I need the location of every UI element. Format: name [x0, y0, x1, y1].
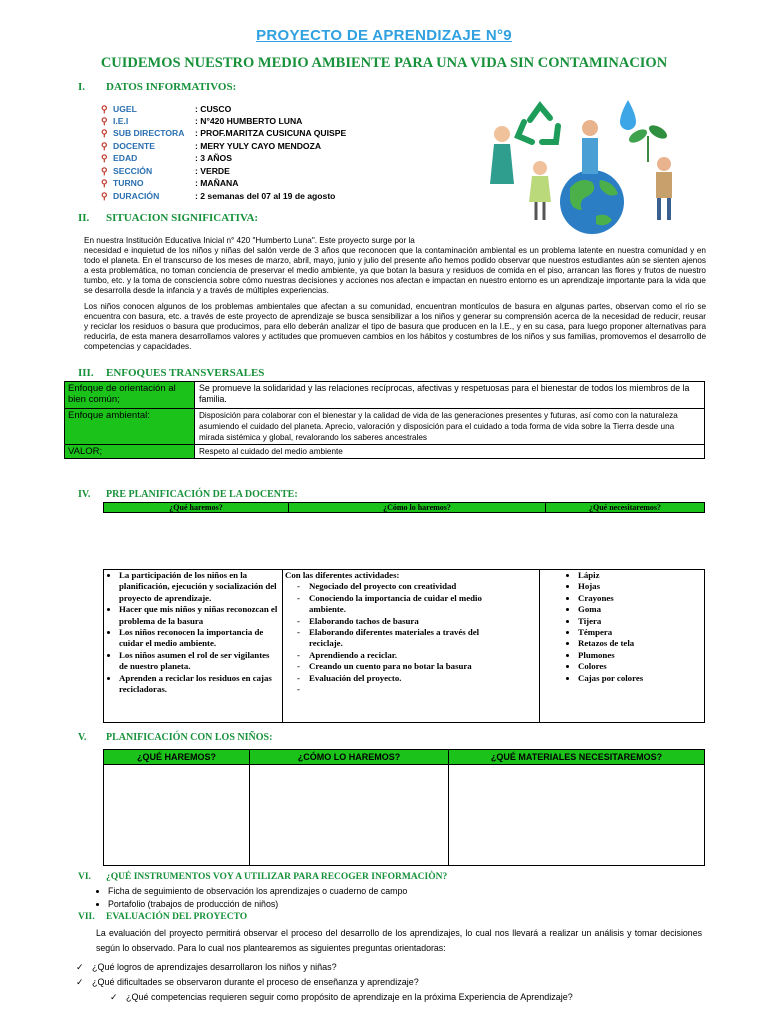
section-7-number: VII. [78, 912, 95, 922]
section-3-number: III. [78, 367, 94, 379]
section-6-number: VI. [78, 872, 91, 882]
column-header-what: ¿QUÉ HAREMOS? [104, 750, 250, 765]
table-row [65, 409, 705, 445]
section-1-heading [78, 81, 236, 93]
info-value: : 3 AÑOS [195, 153, 232, 163]
list-item: • Ficha de seguimiento de observación los aprendizajes o cuaderno de campo [108, 885, 407, 898]
empty-cell[interactable] [250, 765, 449, 866]
pin-icon: ⚲ [101, 178, 108, 188]
situation-paragraph-1-first-line: En nuestra Institución Educativa Inicial n° 420 "Humberto Luna". Este proyecto surge por la [84, 236, 415, 245]
pin-icon: ⚲ [101, 116, 108, 126]
list-item: • Crayones [578, 593, 702, 604]
section-3-heading [78, 367, 264, 379]
column-header-what: ¿Qué haremos? [104, 503, 289, 513]
how-intro: Con las diferentes actividades: [285, 570, 400, 580]
water-drop-icon [620, 100, 636, 130]
how-cell [283, 570, 540, 723]
list-item: • Colores [578, 661, 702, 672]
column-header-how: ¿Cómo lo haremos? [289, 503, 546, 513]
instruments-list [90, 885, 407, 911]
list-item: • Plumones [578, 650, 702, 661]
recycle-icon [518, 106, 558, 142]
father-figure [582, 120, 598, 174]
info-label: I.E.I [113, 116, 129, 126]
column-header-how: ¿CÓMO LO HAREMOS? [250, 750, 449, 765]
approach-text: Disposición para colaborar con el bienestar y la calidad de vida de las generaciones presentes y futuras, así como con la naturaleza asumiendo el cuidado del planeta. Aprecio, valoración y disposición para el cuidado a toda forma de vida sobre la Tierra desde una mirada sistémica y global, revalorando los saberes ancestrales [195, 409, 705, 445]
list-item: - Aprendiendo a reciclar. [291, 650, 501, 661]
info-value: : PROF.MARITZA CUSICUNA QUISPE [195, 128, 347, 138]
checkmark-icon: ✓ [76, 962, 84, 972]
child-figure-girl [529, 161, 551, 220]
pin-icon: ⚲ [101, 191, 108, 201]
info-value: : 2 semanas del 07 al 19 de agosto [195, 191, 336, 201]
info-value: : CUSCO [195, 104, 232, 114]
section-5-number: V. [78, 732, 87, 743]
section-6-title: ¿QUÉ INSTRUMENTOS VOY A UTILIZAR PARA RECOGER INFORMACIÒN? [106, 872, 448, 882]
question-text: ¿Qué dificultades se observaron durante el proceso de enseñanza y aprendizaje? [92, 977, 419, 987]
list-item: • Témpera [578, 627, 702, 638]
info-row-subdirectora [101, 128, 346, 140]
info-row-iei [101, 116, 302, 128]
info-row-duracion [101, 191, 335, 203]
project-subtitle: CUIDEMOS NUESTRO MEDIO AMBIENTE PARA UNA VIDA SIN CONTAMINACION [100, 55, 668, 71]
approach-text: Respeto al cuidado del medio ambiente [195, 445, 705, 459]
section-5-title: PLANIFICACIÓN CON LOS NIÑOS: [106, 732, 273, 743]
situation-paragraph-2: Los niños conocen algunos de los problemas ambientales que afectan a su comunidad, encuentran montículos de basura en algunas partes, observan como el rio se encuentra con basura, etc. a través de este proyecto de aprendizaje se busca sensibilizar a los niños y generar su comprensión acerca de la necesidad de reducir, reusar y reciclar los residuos o basura que producimos, para ello deberán analizar el tipo de basura que producen en la I.E., y en su casa, para luego proponer alternativas para reducirla, de esta manera desarrollamos valores y actitudes que promueven cambios en los hábitos y costumbres de los niños y sus familias, promovemos el desarrollo de competencias y capacidades. [84, 302, 706, 351]
info-label: SUB DIRECTORA [113, 128, 185, 138]
list-item: - Creando un cuento para no botar la basura [291, 661, 501, 672]
info-label: DOCENTE [113, 141, 156, 151]
situation-paragraph-1-rest: necesidad e inquietud de los niños y niñas del salón verde de 3 años que reconocen que la contaminación ambiental es un problema latente en nuestra comunidad y en todo el planeta. En el transcurso de los meses de marzo, abril, mayo, junio y julio del presente año hemos podido observar que nuestros estudiantes aún se sienten ajenos a esta problemática, no toman conciencia de preservar el medio ambiente, ya que botan la basura y residuos de comida en el piso, arrancan las flores y frutos de nuestro tumbo, etc. y la toma de consciencia sobre cómo nuestras decisiones y acciones nos afectan e impactan en nuestro entorno es un aprendizaje importante para la vida que se desarrolla desde la infancia y a través de múltiples experiencias. [84, 246, 706, 295]
question-text: ¿Qué competencias requieren seguir como propósito de aprendizaje en la próxima Experiencia de Aprendizaje? [126, 992, 573, 1002]
list-item: • Tijera [578, 616, 702, 627]
child-figure-boy [656, 157, 672, 220]
empty-cell[interactable] [104, 765, 250, 866]
list-item: • Cajas por colores [578, 673, 702, 684]
children-planning-table [103, 749, 705, 866]
table-row [65, 382, 705, 409]
mother-figure [490, 126, 514, 184]
list-item: - Elaborando tachos de basura [291, 616, 501, 627]
list-item: • Goma [578, 604, 702, 615]
info-value: : MERY YULY CAYO MENDOZA [195, 141, 322, 151]
list-item: - Conociendo la importancia de cuidar el medio ambiente. [291, 593, 501, 616]
section-7-title: EVALUACIÓN DEL PROYECTO [106, 912, 248, 922]
list-item: • Los niños reconocen la importancia de cuidar el medio ambiente. [119, 627, 278, 650]
section-2-title: SITUACION SIGNIFICATIVA: [106, 212, 259, 224]
question-text: ¿Qué logros de aprendizajes desarrollaron los niños y niñas? [92, 962, 337, 972]
table-row [65, 445, 705, 459]
situation-paragraph-1 [84, 236, 706, 296]
info-row-docente [101, 141, 321, 153]
section-3-title: ENFOQUES TRANSVERSALES [106, 367, 265, 379]
info-row-seccion [101, 166, 230, 178]
earth-family-illustration [478, 92, 690, 234]
evaluation-text: La evaluación del proyecto permitirá observar el proceso del desarrollo de los aprendizajes, lo cual nos llevará a realizar un análisis y tomar decisiones según lo observado. Para lo cual nos plantearemos as siguientes preguntas orientadoras: [96, 928, 702, 953]
info-label: UGEL [113, 104, 137, 114]
list-item: • Retazos de tela [578, 638, 702, 649]
approach-label: Enfoque de orientación al bien común; [65, 382, 195, 409]
info-label: TURNO [113, 178, 144, 188]
section-2-heading [78, 212, 258, 224]
info-label: EDAD [113, 153, 138, 163]
question-item [76, 962, 337, 973]
info-label: SECCIÓN [113, 166, 153, 176]
list-item: - Elaborando diferentes materiales a través del reciclaje. [291, 627, 501, 650]
project-title: PROYECTO DE APRENDIZAJE N°9 [256, 27, 512, 44]
list-item: - Negociado del proyecto con creatividad [291, 581, 501, 592]
pin-icon: ⚲ [101, 104, 108, 114]
approach-label: Enfoque ambiental: [65, 409, 195, 445]
list-item: • La participación de los niños en la planificación, ejecución y socialización del proyecto de aprendizaje. [119, 570, 278, 604]
pin-icon: ⚲ [101, 128, 108, 138]
info-row-turno [101, 178, 238, 190]
info-row-edad [101, 153, 232, 165]
list-item: • Portafolio (trabajos de producción de niños) [108, 898, 407, 911]
question-item [110, 992, 573, 1003]
section-4-title: PRE PLANIFICACIÓN DE LA DOCENTE: [106, 489, 298, 500]
list-item: • Lápiz [578, 570, 702, 581]
empty-cell[interactable] [449, 765, 705, 866]
column-header-need: ¿Qué necesitaremos? [546, 503, 705, 513]
list-item: • Hacer que mis niños y niñas reconozcan el problema de la basura [119, 604, 278, 627]
info-value: : VERDE [195, 166, 230, 176]
section-1-number: I. [78, 81, 86, 93]
pin-icon: ⚲ [101, 141, 108, 151]
checkmark-icon: ✓ [110, 992, 118, 1002]
info-value: : N°420 HUMBERTO LUNA [195, 116, 303, 126]
approach-text: Se promueve la solidaridad y las relaciones recíprocas, afectivas y respetuosas para el bienestar de todos los miembros de la familia. [195, 382, 705, 409]
info-value: : MAÑANA [195, 178, 239, 188]
section-1-title: DATOS INFORMATIVOS: [106, 81, 237, 93]
transversal-approaches-table [64, 381, 705, 459]
info-row-ugel [101, 104, 231, 116]
checkmark-icon: ✓ [76, 977, 84, 987]
section-4-number: IV. [78, 489, 91, 500]
list-item: • Los niños asumen el rol de ser vigilantes de nuestro planeta. [119, 650, 278, 673]
list-item: • Aprenden a reciclar los residuos en cajas recicladoras. [119, 673, 278, 696]
need-cell [540, 570, 705, 723]
list-item: - Evaluación del proyecto. [291, 673, 501, 684]
info-label: DURACIÓN [113, 191, 160, 201]
what-cell [104, 570, 283, 723]
plant-icon [627, 123, 669, 162]
pin-icon: ⚲ [101, 153, 108, 163]
section-5-heading [78, 732, 272, 743]
column-header-materials: ¿QUÉ MATERIALES NECESITAREMOS? [449, 750, 705, 765]
section-6-heading [78, 872, 447, 882]
pre-planning-header-table [103, 502, 705, 513]
section-4-heading [78, 489, 298, 500]
earth-globe [560, 170, 624, 234]
section-7-heading [78, 912, 247, 922]
section-2-number: II. [78, 212, 90, 224]
list-item: • Hojas [578, 581, 702, 592]
approach-label: VALOR; [65, 445, 195, 459]
question-item [76, 977, 419, 988]
pin-icon: ⚲ [101, 166, 108, 176]
pre-planning-table [103, 569, 705, 723]
